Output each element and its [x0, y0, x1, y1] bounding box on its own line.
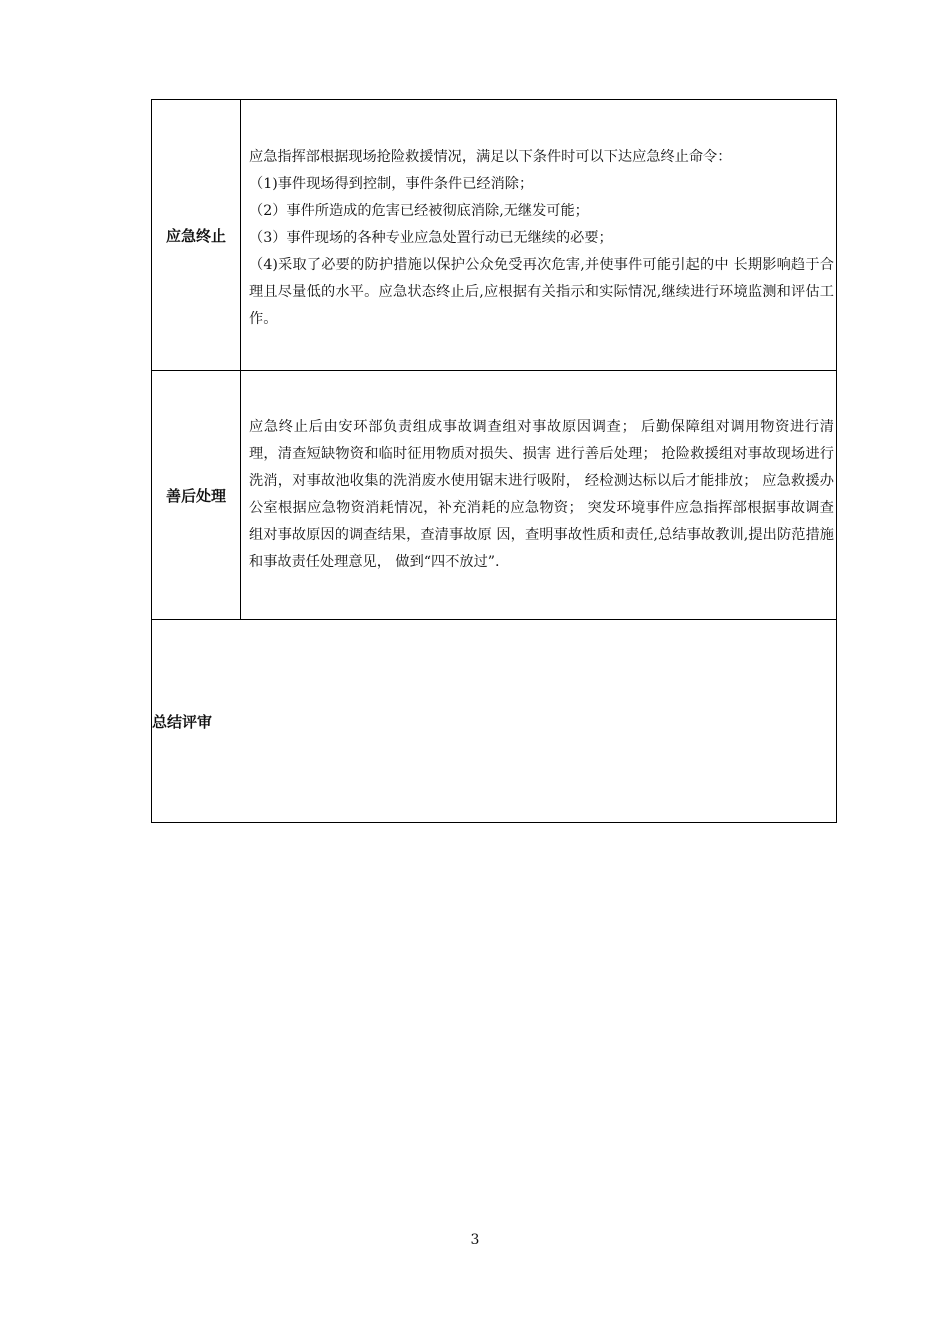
review-label: 总结评审 [152, 620, 837, 823]
termination-condition-4: （4)采取了必要的防护措施以保护公众免受再次危害,并使事件可能引起的中 长期影响趋于合理且尽量低的水平。应急状态终止后,应根据有关指示和实际情况,继续进行环境监测和评估工作。 [249, 256, 834, 327]
table-row-review [152, 620, 837, 823]
aftermath-label: 善后处理 [152, 371, 241, 620]
aftermath-text: 应急终止后由安环部负责组成事故调查组对事故原因调查； 后勤保障组对调用物资进行清理，清查短缺物资和临时征用物质对损失、损害 进行善后处理； 抢险救援组对事故现场进行洗消，对事故池收集的洗消废水使用锯末进行吸附， 经检测达标以后才能排放； 应急救援办公室根据应急物资消耗情况，补充消耗的应急物资； 突发环境事件应急指挥部根据事故调查组对事故原因的调查结果，查清事故原 因，查明事故性质和责任,总结事故教训,提出防范措施和事故责任处理意见， 做到“四不放过”. [249, 419, 834, 570]
termination-content [241, 100, 837, 371]
termination-condition-3: （3）事件现场的各种专业应急处置行动已无继续的必要； [249, 229, 613, 246]
aftermath-content [241, 371, 837, 620]
page-number: 3 [470, 1232, 480, 1248]
table-row-aftermath [152, 371, 837, 620]
termination-condition-2: （2）事件所造成的危害已经被彻底消除,无继发可能； [249, 202, 589, 219]
termination-condition-1: （1)事件现场得到控制，事件条件已经消除； [249, 175, 534, 192]
termination-label: 应急终止 [152, 100, 241, 371]
termination-intro: 应急指挥部根据现场抢险救援情况，满足以下条件时可以下达应急终止命令： [249, 148, 732, 165]
table-row-termination [152, 100, 837, 371]
emergency-plan-table [151, 99, 837, 823]
